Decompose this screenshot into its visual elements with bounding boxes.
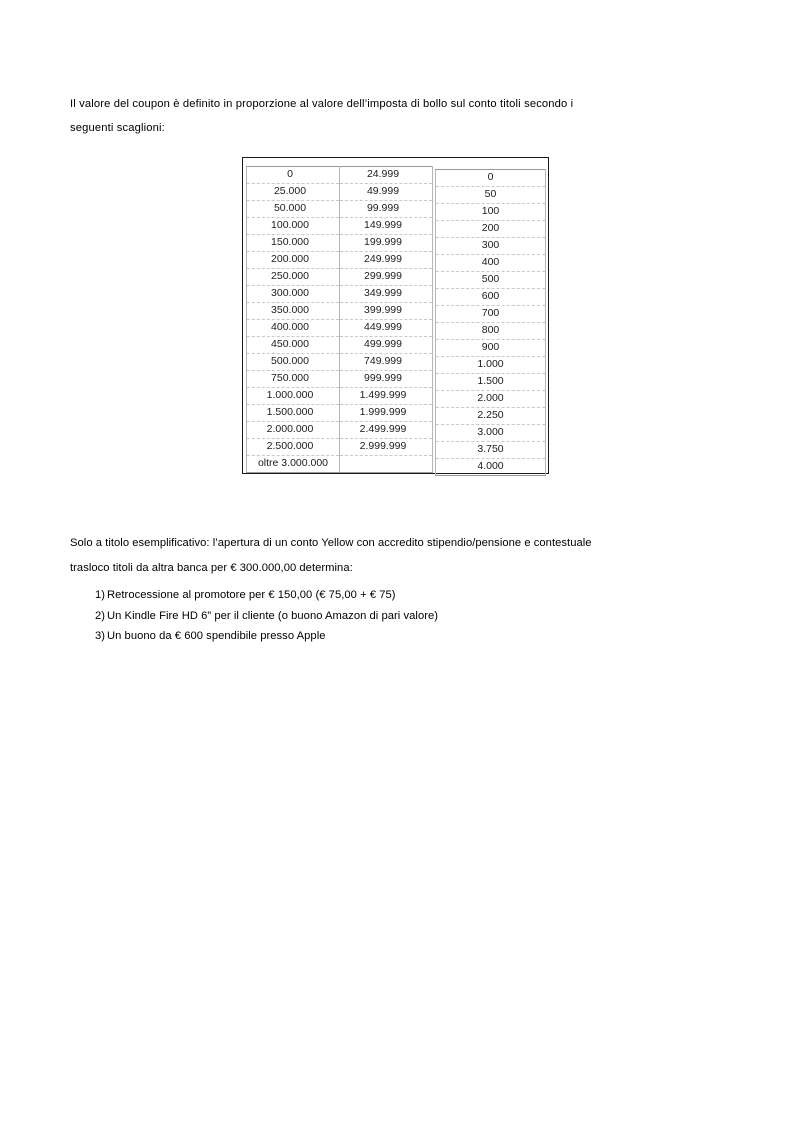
table-row	[436, 340, 546, 357]
coupon-value-cell: 200	[436, 221, 546, 238]
bracket-to-cell: 149.999	[340, 218, 433, 235]
table-row	[247, 218, 433, 235]
list-item-marker: 2)	[95, 609, 105, 622]
coupon-values-table-body	[436, 170, 546, 476]
table-row	[436, 221, 546, 238]
table-row	[436, 272, 546, 289]
bracket-from-cell: 50.000	[247, 201, 340, 218]
bracket-from-cell: 300.000	[247, 286, 340, 303]
bracket-from-cell: 200.000	[247, 252, 340, 269]
coupon-value-cell: 800	[436, 323, 546, 340]
table-row	[436, 408, 546, 425]
bracket-to-cell: 349.999	[340, 286, 433, 303]
table-row	[436, 374, 546, 391]
brackets-table-body	[247, 167, 433, 473]
coupon-value-cell: 3.750	[436, 442, 546, 459]
bracket-to-cell: 99.999	[340, 201, 433, 218]
table-row	[436, 357, 546, 374]
table-row	[247, 269, 433, 286]
table-row	[436, 255, 546, 272]
bracket-to-cell: 2.999.999	[340, 439, 433, 456]
coupon-value-cell: 2.250	[436, 408, 546, 425]
table-row	[436, 323, 546, 340]
table-row	[247, 286, 433, 303]
example-paragraph	[70, 531, 730, 581]
bracket-from-cell: 2.500.000	[247, 439, 340, 456]
coupon-value-cell: 600	[436, 289, 546, 306]
bracket-from-cell: oltre 3.000.000	[247, 456, 340, 473]
bracket-to-cell: 399.999	[340, 303, 433, 320]
table-row	[436, 289, 546, 306]
bracket-to-cell: 49.999	[340, 184, 433, 201]
bracket-from-cell: 750.000	[247, 371, 340, 388]
coupon-value-cell: 50	[436, 187, 546, 204]
list-item-marker: 1)	[95, 589, 105, 601]
intro-paragraph	[70, 92, 723, 140]
list-item	[70, 626, 670, 647]
benefits-list	[70, 585, 670, 647]
bracket-from-cell: 150.000	[247, 235, 340, 252]
bracket-from-cell: 450.000	[247, 337, 340, 354]
coupon-value-cell: 300	[436, 238, 546, 255]
table-row	[247, 167, 433, 184]
example-paragraph-line-1: Solo a titolo esemplificativo: l’apertura di un conto Yellow con accredito stipendio/pensione e contestuale	[70, 537, 592, 549]
scaglioni-table-inner	[246, 166, 546, 472]
table-row	[247, 252, 433, 269]
coupon-value-cell: 400	[436, 255, 546, 272]
bracket-from-cell: 1.500.000	[247, 405, 340, 422]
bracket-from-cell: 250.000	[247, 269, 340, 286]
coupon-value-cell: 700	[436, 306, 546, 323]
table-row	[247, 405, 433, 422]
bracket-from-cell: 350.000	[247, 303, 340, 320]
coupon-value-cell: 100	[436, 204, 546, 221]
table-row	[247, 303, 433, 320]
coupon-value-cell: 0	[436, 170, 546, 187]
intro-paragraph-line-2: seguenti scaglioni:	[70, 122, 165, 134]
bracket-to-cell: 1.999.999	[340, 405, 433, 422]
table-row	[436, 238, 546, 255]
table-row	[247, 456, 433, 473]
example-paragraph-line-2: trasloco titoli da altra banca per € 300.000,00 determina:	[70, 562, 353, 574]
table-row	[247, 337, 433, 354]
table-row	[247, 371, 433, 388]
bracket-to-cell: 2.499.999	[340, 422, 433, 439]
bracket-to-cell: 499.999	[340, 337, 433, 354]
bracket-to-cell: 24.999	[340, 167, 433, 184]
table-row	[247, 422, 433, 439]
bracket-to-cell: 249.999	[340, 252, 433, 269]
coupon-value-cell: 900	[436, 340, 546, 357]
list-item-text: Un buono da € 600 spendibile presso Apple	[107, 630, 326, 642]
bracket-to-cell	[340, 456, 433, 473]
table-row	[436, 442, 546, 459]
bracket-to-cell: 999.999	[340, 371, 433, 388]
bracket-to-cell: 299.999	[340, 269, 433, 286]
coupon-value-cell: 1.000	[436, 357, 546, 374]
table-row	[247, 354, 433, 371]
coupon-value-cell: 2.000	[436, 391, 546, 408]
table-row	[436, 187, 546, 204]
table-row	[247, 201, 433, 218]
list-item	[70, 606, 670, 627]
bracket-from-cell: 2.000.000	[247, 422, 340, 439]
scaglioni-table-frame	[242, 157, 549, 474]
table-row	[247, 388, 433, 405]
table-row	[436, 391, 546, 408]
bracket-from-cell: 1.000.000	[247, 388, 340, 405]
bracket-to-cell: 1.499.999	[340, 388, 433, 405]
list-item	[70, 585, 670, 606]
table-row	[436, 459, 546, 476]
coupon-values-table	[435, 169, 546, 476]
coupon-value-cell: 3.000	[436, 425, 546, 442]
table-row	[247, 184, 433, 201]
bracket-to-cell: 449.999	[340, 320, 433, 337]
table-row	[247, 320, 433, 337]
bracket-to-cell: 199.999	[340, 235, 433, 252]
intro-paragraph-line-1: Il valore del coupon è definito in proporzione al valore dell’imposta di bollo sul conto titoli secondo i	[70, 98, 574, 110]
list-item-text: Retrocessione al promotore per € 150,00 (€ 75,00 + € 75)	[107, 589, 396, 601]
brackets-table	[246, 166, 433, 473]
table-row	[436, 425, 546, 442]
table-row	[247, 439, 433, 456]
bracket-from-cell: 100.000	[247, 218, 340, 235]
coupon-value-cell: 500	[436, 272, 546, 289]
bracket-to-cell: 749.999	[340, 354, 433, 371]
table-row	[436, 170, 546, 187]
bracket-from-cell: 25.000	[247, 184, 340, 201]
bracket-from-cell: 500.000	[247, 354, 340, 371]
bracket-from-cell: 0	[247, 167, 340, 184]
bracket-from-cell: 400.000	[247, 320, 340, 337]
table-row	[436, 204, 546, 221]
coupon-value-cell: 4.000	[436, 459, 546, 476]
table-row	[247, 235, 433, 252]
coupon-value-cell: 1.500	[436, 374, 546, 391]
list-item-marker: 3)	[95, 630, 105, 642]
table-row	[436, 306, 546, 323]
list-item-text: Un Kindle Fire HD 6” per il cliente (o buono Amazon di pari valore)	[107, 609, 439, 622]
